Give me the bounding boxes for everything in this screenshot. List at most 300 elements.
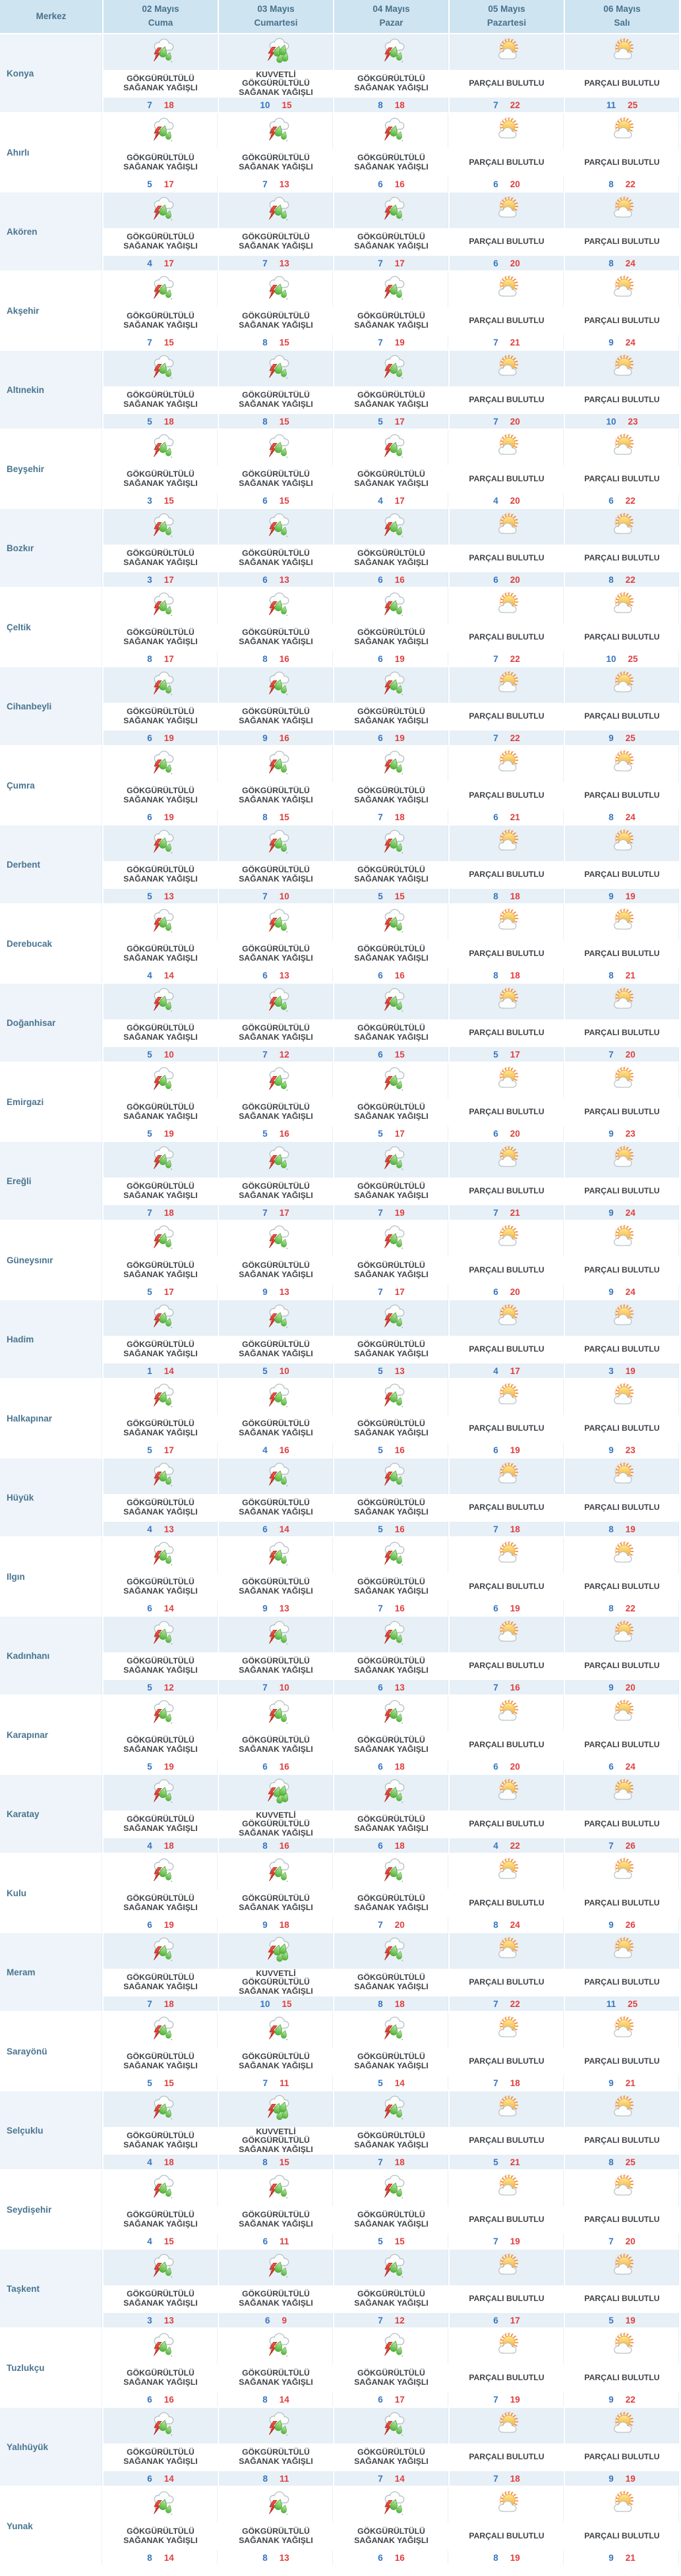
forecast-row [0,1933,680,2012]
min-temp: 4 [262,1445,268,1455]
max-temp: 19 [510,2236,520,2246]
max-temp: 20 [510,495,520,506]
min-temp: 7 [262,1049,268,1060]
weather-icon-zone [219,1933,333,1969]
max-temp: 20 [510,574,520,585]
district-cell [0,34,104,113]
thunderstorm-icon [261,433,291,463]
condition-zone [219,2285,333,2313]
max-temp: 17 [394,258,405,268]
condition-zone [334,1652,448,1680]
forecast-cell [104,1458,219,1538]
condition-label: GÖKGÜRÜLTÜLÜ SAĞANAK YAĞIŞLI [123,1498,198,1516]
condition-label: GÖKGÜRÜLTÜLÜ SAĞANAK YAĞIŞLI [239,628,313,646]
temperature-zone [104,731,218,745]
condition-zone [219,386,333,414]
condition-label: GÖKGÜRÜLTÜLÜ SAĞANAK YAĞIŞLI [123,1340,198,1358]
min-temp: 4 [493,1840,498,1851]
max-temp: 26 [625,1919,636,1930]
temperature-zone [219,1443,333,1457]
condition-label: GÖKGÜRÜLTÜLÜ SAĞANAK YAĞIŞLI [123,311,198,330]
weather-icon-zone [450,34,564,70]
min-temp: 6 [147,2473,152,2484]
weather-icon-zone [219,1063,333,1098]
max-temp: 24 [625,337,636,347]
thunderstorm-icon [146,1857,176,1887]
district-cell [0,2487,104,2566]
thunderstorm-icon [376,1461,407,1491]
weather-icon-zone [450,351,564,386]
max-temp: 21 [510,2157,520,2167]
max-temp: 13 [394,1682,405,1692]
min-temp: 7 [493,1682,498,1692]
weather-icon-zone [565,272,679,307]
max-temp: 18 [394,812,405,822]
min-temp: 4 [493,495,498,506]
forecast-cell [450,2091,565,2171]
max-temp: 12 [279,1049,289,1060]
forecast-cell [334,430,450,509]
condition-label: PARÇALI BULUTLU [584,870,660,880]
condition-label: PARÇALI BULUTLU [469,237,545,247]
condition-zone [334,465,448,493]
condition-label: GÖKGÜRÜLTÜLÜ SAĞANAK YAĞIŞLI [123,1894,198,1912]
thunderstorm-icon [376,1303,407,1333]
partly-cloudy-icon [492,1857,522,1887]
min-temp: 9 [608,1445,614,1455]
condition-label: GÖKGÜRÜLTÜLÜ SAĞANAK YAĞIŞLI [354,1023,429,1042]
condition-zone [334,2443,448,2471]
min-temp: 8 [262,2473,268,2484]
min-temp: 7 [608,2236,614,2246]
day-date: 05 Mayıs [488,4,525,15]
forecast-cell [104,1933,219,2012]
partly-cloudy-icon [607,195,637,225]
weather-icon-zone [219,984,333,1019]
weather-icon-zone [219,2250,333,2285]
weather-icon-zone [565,588,679,624]
condition-label: GÖKGÜRÜLTÜLÜ SAĞANAK YAĞIŞLI [354,232,429,251]
max-temp: 14 [163,1365,174,1376]
partly-cloudy-icon [607,1382,637,1412]
condition-zone [334,70,448,98]
min-temp: 9 [608,1919,614,1930]
min-temp: 9 [262,1919,268,1930]
condition-label: GÖKGÜRÜLTÜLÜ SAĞANAK YAĞIŞLI [239,1261,313,1279]
temperature-zone [334,1126,448,1141]
max-temp: 19 [394,733,405,743]
partly-cloudy-icon [607,1619,637,1650]
temperature-zone [450,1126,564,1141]
min-temp: 8 [608,812,614,822]
weather-icon-zone [104,193,218,228]
condition-label: PARÇALI BULUTLU [584,474,660,484]
max-temp: 15 [279,812,289,822]
min-temp: 7 [493,337,498,347]
condition-zone [565,2048,679,2076]
condition-zone [104,70,218,98]
district-name: Konya [7,68,34,78]
partly-cloudy-icon [607,1224,637,1254]
condition-label: PARÇALI BULUTLU [584,237,660,247]
temperature-zone [450,98,564,112]
condition-zone [450,307,564,335]
forecast-row [0,1063,680,1142]
forecast-cell [219,351,334,430]
min-temp: 5 [262,1128,268,1139]
min-temp: 9 [608,2552,614,2563]
min-temp: 7 [262,2078,268,2088]
forecast-cell [219,509,334,588]
district-name: Meram [7,1967,36,1977]
min-temp: 5 [608,2315,614,2325]
temperature-zone [104,1126,218,1141]
partly-cloudy-icon [492,1540,522,1571]
min-temp: 5 [147,891,152,901]
condition-zone [219,1652,333,1680]
temperature-zone [565,651,679,666]
temperature-zone [104,2076,218,2090]
min-temp: 6 [378,1840,383,1851]
condition-zone [565,545,679,572]
partly-cloudy-icon [607,2094,637,2124]
condition-zone [565,1494,679,1522]
forecast-cell [565,1854,680,1933]
forecast-cell [104,430,219,509]
weather-icon-zone [334,1221,448,1257]
min-temp: 6 [493,258,498,268]
min-temp: 8 [608,970,614,980]
partly-cloudy-icon [492,2252,522,2283]
condition-label: KUVVETLİ GÖKGÜRÜLTÜLÜ SAĞANAK YAĞIŞLI [239,1810,313,1838]
max-temp: 17 [394,416,405,427]
temperature-zone [334,493,448,508]
min-temp: 6 [608,495,614,506]
temperature-zone [565,2392,679,2407]
weather-icon-zone [450,2487,564,2523]
condition-zone [334,1336,448,1363]
temperature-zone [334,572,448,587]
forecast-cell [450,1617,565,1696]
condition-zone [450,1494,564,1522]
forecast-cell [334,351,450,430]
temperature-zone [450,1917,564,1932]
temperature-zone [334,2392,448,2407]
min-temp: 7 [493,2078,498,2088]
max-temp: 15 [163,337,174,347]
thunderstorm-icon [146,1936,176,1966]
min-temp: 6 [378,1049,383,1060]
temperature-zone [219,2392,333,2407]
forecast-cell [104,1142,219,1221]
max-temp: 10 [279,1682,289,1692]
partly-cloudy-icon [492,1145,522,1175]
weather-icon-zone [450,272,564,307]
min-temp: 6 [493,574,498,585]
weather-icon-zone [565,193,679,228]
condition-zone [334,1415,448,1443]
min-temp: 6 [378,1761,383,1772]
temperature-zone [219,414,333,429]
condition-zone [104,1178,218,1205]
min-temp: 6 [147,812,152,822]
max-temp: 22 [625,2394,636,2405]
forecast-cell [219,2487,334,2566]
thunderstorm-icon [376,116,407,146]
condition-zone [450,1811,564,1838]
district-name: Beyşehir [7,464,45,474]
temperature-zone [104,414,218,429]
max-temp: 16 [279,1128,289,1139]
weather-icon-zone [450,2329,564,2364]
condition-zone [334,1573,448,1601]
temperature-zone [219,1759,333,1774]
temperature-zone [219,2234,333,2248]
forecast-cell [334,746,450,825]
condition-zone [334,703,448,731]
district-name: Emirgazi [7,1096,44,1107]
forecast-cell [219,1142,334,1221]
temperature-zone [565,2471,679,2486]
weather-icon-zone [565,430,679,465]
max-temp: 18 [510,2078,520,2088]
district-cell [0,905,104,984]
thunderstorm-icon [261,670,291,700]
weather-icon-zone [104,2171,218,2206]
condition-zone [104,545,218,572]
heavy-thunderstorm-icon [261,1778,291,1808]
min-temp: 8 [608,574,614,585]
temperature-zone [104,1601,218,1615]
partly-cloudy-icon [492,591,522,621]
condition-zone [450,1178,564,1205]
max-temp: 21 [625,2078,636,2088]
weather-icon-zone [450,984,564,1019]
temperature-zone [219,1917,333,1932]
min-temp: 8 [262,2394,268,2405]
condition-zone [219,2206,333,2234]
temperature-zone [565,1996,679,2011]
forecast-cell [104,2250,219,2329]
temperature-zone [219,1284,333,1299]
forecast-cell [219,2012,334,2091]
forecast-cell [450,1221,565,1300]
forecast-cell [104,984,219,1063]
temperature-zone [565,810,679,824]
min-temp: 7 [493,100,498,110]
min-temp: 5 [378,2078,383,2088]
forecast-cell [565,1458,680,1538]
forecast-cell [334,1933,450,2012]
forecast-cell [219,2171,334,2250]
max-temp: 11 [280,2078,289,2088]
forecast-cell [219,588,334,667]
max-temp: 18 [394,1761,405,1772]
max-temp: 24 [510,1919,520,1930]
forecast-row [0,351,680,430]
condition-label: PARÇALI BULUTLU [584,2531,660,2541]
condition-zone [450,1336,564,1363]
thunderstorm-icon [261,1857,291,1887]
max-temp: 19 [163,1919,174,1930]
condition-zone [104,2443,218,2471]
day-column-header-2 [219,0,334,34]
forecast-row [0,825,680,905]
condition-label: GÖKGÜRÜLTÜLÜ SAĞANAK YAĞIŞLI [239,2447,313,2466]
day-column-header-3 [334,0,450,34]
min-temp: 4 [147,970,152,980]
condition-zone [334,1178,448,1205]
weather-icon-zone [104,1221,218,1257]
temperature-zone [334,1759,448,1774]
max-temp: 17 [163,653,174,664]
forecast-cell [104,1538,219,1617]
condition-label: PARÇALI BULUTLU [469,158,545,167]
min-temp: 8 [262,653,268,664]
max-temp: 24 [625,258,636,268]
weather-icon-zone [219,588,333,624]
min-temp: 6 [147,733,152,743]
max-temp: 16 [510,1682,520,1692]
partly-cloudy-icon [492,2411,522,2441]
condition-label: GÖKGÜRÜLTÜLÜ SAĞANAK YAĞIŞLI [239,865,313,884]
weather-icon-zone [565,825,679,861]
condition-label: GÖKGÜRÜLTÜLÜ SAĞANAK YAĞIŞLI [239,2368,313,2387]
weather-icon-zone [450,1538,564,1573]
forecast-cell [450,113,565,193]
condition-label: PARÇALI BULUTLU [584,316,660,326]
max-temp: 12 [163,1682,174,1692]
condition-label: PARÇALI BULUTLU [584,1186,660,1196]
forecast-cell [450,905,565,984]
weather-icon-zone [565,2171,679,2206]
condition-label: GÖKGÜRÜLTÜLÜ SAĞANAK YAĞIŞLI [354,1656,429,1675]
min-temp: 8 [493,2552,498,2563]
condition-label: PARÇALI BULUTLU [469,949,545,959]
weather-icon-zone [219,1696,333,1731]
district-name: Ahırlı [7,147,30,158]
temperature-zone [219,177,333,191]
temperature-zone [450,731,564,745]
temperature-zone [104,1284,218,1299]
condition-label: GÖKGÜRÜLTÜLÜ SAĞANAK YAĞIŞLI [123,74,198,92]
condition-zone [104,386,218,414]
weather-icon-zone [219,2012,333,2048]
thunderstorm-icon [261,2490,291,2520]
condition-zone [104,307,218,335]
forecast-cell [334,113,450,193]
partly-cloudy-icon [492,907,522,938]
condition-label: GÖKGÜRÜLTÜLÜ SAĞANAK YAĞIŞLI [123,786,198,804]
min-temp: 5 [378,1445,383,1455]
forecast-cell [565,2408,680,2487]
condition-label: GÖKGÜRÜLTÜLÜ SAĞANAK YAĞIŞLI [123,232,198,251]
forecast-cell [565,193,680,272]
partly-cloudy-icon [492,1461,522,1491]
weather-icon-zone [565,1538,679,1573]
condition-zone [219,1178,333,1205]
weather-icon-zone [450,509,564,545]
forecast-cell [565,1933,680,2012]
max-temp: 19 [510,1445,520,1455]
condition-label: GÖKGÜRÜLTÜLÜ SAĞANAK YAĞIŞLI [123,944,198,963]
min-temp: 7 [378,1919,383,1930]
forecast-cell [219,1538,334,1617]
condition-label: GÖKGÜRÜLTÜLÜ SAĞANAK YAĞIŞLI [239,1023,313,1042]
max-temp: 17 [163,258,174,268]
partly-cloudy-icon [492,2173,522,2203]
temperature-zone [104,177,218,191]
partly-cloudy-icon [607,749,637,779]
weather-icon-zone [334,2329,448,2364]
condition-label: PARÇALI BULUTLU [469,1503,545,1513]
temperature-zone [104,98,218,112]
condition-label: PARÇALI BULUTLU [584,1898,660,1908]
forecast-cell [450,2487,565,2566]
min-temp: 9 [608,2394,614,2405]
forecast-row [0,2091,680,2171]
temperature-zone [104,1363,218,1378]
weather-icon-zone [334,1063,448,1098]
weather-icon-zone [104,1300,218,1336]
weather-icon-zone [450,1617,564,1652]
weather-icon-zone [219,1775,333,1811]
weather-icon-zone [219,2408,333,2443]
max-temp: 14 [163,1603,174,1613]
max-temp: 19 [163,1761,174,1772]
partly-cloudy-icon [607,353,637,384]
forecast-cell [565,2012,680,2091]
thunderstorm-icon [146,2173,176,2203]
forecast-cell [334,272,450,351]
temperature-zone [104,256,218,270]
min-temp: 9 [608,2078,614,2088]
thunderstorm-icon [261,353,291,384]
condition-label: GÖKGÜRÜLTÜLÜ SAĞANAK YAĞIŞLI [354,1261,429,1279]
max-temp: 20 [625,1682,636,1692]
thunderstorm-icon [146,670,176,700]
forecast-cell [450,430,565,509]
temperature-zone [334,1680,448,1694]
condition-label: PARÇALI BULUTLU [469,2294,545,2304]
weather-icon-zone [104,2329,218,2364]
forecast-cell [334,1854,450,1933]
weather-icon-zone [104,825,218,861]
min-temp: 7 [493,1207,498,1218]
temperature-zone [565,1601,679,1615]
forecast-cell [104,1617,219,1696]
max-temp: 12 [394,2315,405,2325]
temperature-zone [104,1522,218,1536]
condition-label: GÖKGÜRÜLTÜLÜ SAĞANAK YAĞIŞLI [354,2052,429,2070]
district-name: Bozkır [7,543,34,553]
condition-zone [450,465,564,493]
partly-cloudy-icon [492,37,522,67]
min-temp: 7 [493,1998,498,2009]
temperature-zone [334,1363,448,1378]
weather-icon-zone [565,1775,679,1811]
district-name: Cihanbeyli [7,701,52,711]
condition-zone [334,940,448,968]
forecast-row [0,2250,680,2329]
max-temp: 18 [163,1207,174,1218]
condition-label: PARÇALI BULUTLU [469,2531,545,2541]
partly-cloudy-icon [607,2252,637,2283]
temperature-zone [104,651,218,666]
min-temp: 6 [262,495,268,506]
thunderstorm-icon [261,2173,291,2203]
max-temp: 13 [279,574,289,585]
